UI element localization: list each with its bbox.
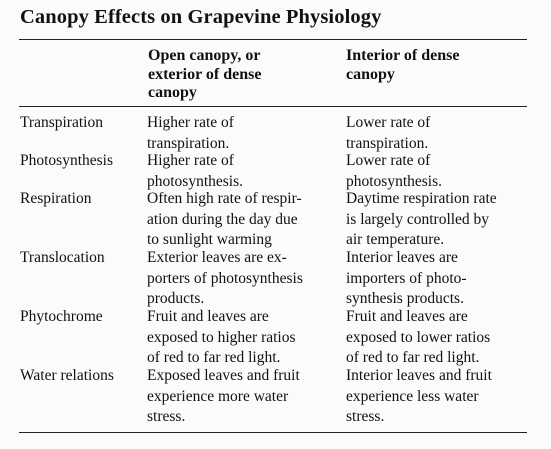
cell-line: photosynthesis. — [346, 172, 443, 190]
row-label: Photosynthesis — [20, 152, 114, 169]
dense-interior-cell — [346, 189, 528, 251]
cell-line: ation during the day due — [147, 210, 298, 228]
row-label: Respiration — [20, 190, 92, 207]
open-canopy-cell — [147, 151, 339, 192]
table-title: Canopy Effects on Grapevine Physiology — [20, 6, 382, 28]
cell-line: transpiration. — [147, 134, 230, 152]
row-label: Translocation — [20, 249, 105, 266]
cell-line: exposed to higher ratios — [147, 328, 296, 346]
cell-line: of red to far red light. — [147, 349, 281, 366]
cell-line: exposed to lower ratios — [346, 328, 491, 346]
cell-line: Exterior leaves are ex- — [147, 249, 287, 266]
open-canopy-cell — [147, 307, 339, 369]
cell-line: experience more water — [147, 387, 289, 405]
cell-line: Fruit and leaves are — [147, 308, 269, 325]
open-canopy-cell — [147, 366, 339, 428]
dense-interior-cell — [346, 366, 528, 428]
header-rule — [19, 106, 527, 107]
cell-line: Lower rate of — [346, 152, 431, 169]
cell-line: stress. — [147, 408, 186, 425]
cell-line: Fruit and leaves are — [346, 308, 468, 325]
cell-line: Higher rate of — [147, 114, 234, 131]
cell-line: synthesis products. — [346, 290, 464, 307]
cell-line: to sunlight warming — [147, 231, 272, 248]
cell-line: Interior leaves are — [346, 249, 458, 266]
cell-line: Daytime respiration rate — [346, 190, 497, 207]
dense-interior-cell — [346, 113, 528, 154]
dense-interior-cell — [346, 248, 528, 310]
cell-line: porters of photosynthesis — [147, 269, 303, 287]
cell-line: products. — [147, 290, 205, 307]
dense-interior-cell — [346, 307, 528, 369]
cell-line: Exposed leaves and fruit — [147, 367, 300, 384]
cell-line: Higher rate of — [147, 152, 234, 169]
column-header-dense-interior — [346, 47, 526, 84]
row-label: Transpiration — [20, 114, 103, 131]
header-line: canopy — [148, 84, 197, 101]
bottom-rule — [19, 432, 527, 433]
cell-line: Often high rate of respir- — [147, 190, 302, 207]
cell-line: stress. — [346, 408, 385, 425]
header-line: Interior of dense — [346, 47, 460, 64]
column-header-open-canopy — [148, 47, 328, 103]
header-line: canopy — [346, 65, 395, 83]
open-canopy-cell — [147, 189, 339, 251]
header-line: Open canopy, or — [148, 47, 261, 64]
open-canopy-cell — [147, 113, 339, 154]
cell-line: transpiration. — [346, 134, 429, 152]
cell-line: of red to far red light. — [346, 349, 480, 366]
title-rule — [19, 39, 527, 40]
row-label: Phytochrome — [20, 308, 103, 325]
cell-line: experience less water — [346, 387, 479, 405]
cell-line: air temperature. — [346, 231, 445, 248]
open-canopy-cell — [147, 248, 339, 310]
dense-interior-cell — [346, 151, 528, 192]
row-label: Water relations — [20, 367, 114, 384]
cell-line: photosynthesis. — [147, 172, 244, 190]
cell-line: importers of photo- — [346, 269, 467, 287]
header-line: exterior of dense — [148, 65, 262, 83]
cell-line: Interior leaves and fruit — [346, 367, 492, 384]
cell-line: Lower rate of — [346, 114, 431, 131]
cell-line: is largely controlled by — [346, 210, 490, 228]
